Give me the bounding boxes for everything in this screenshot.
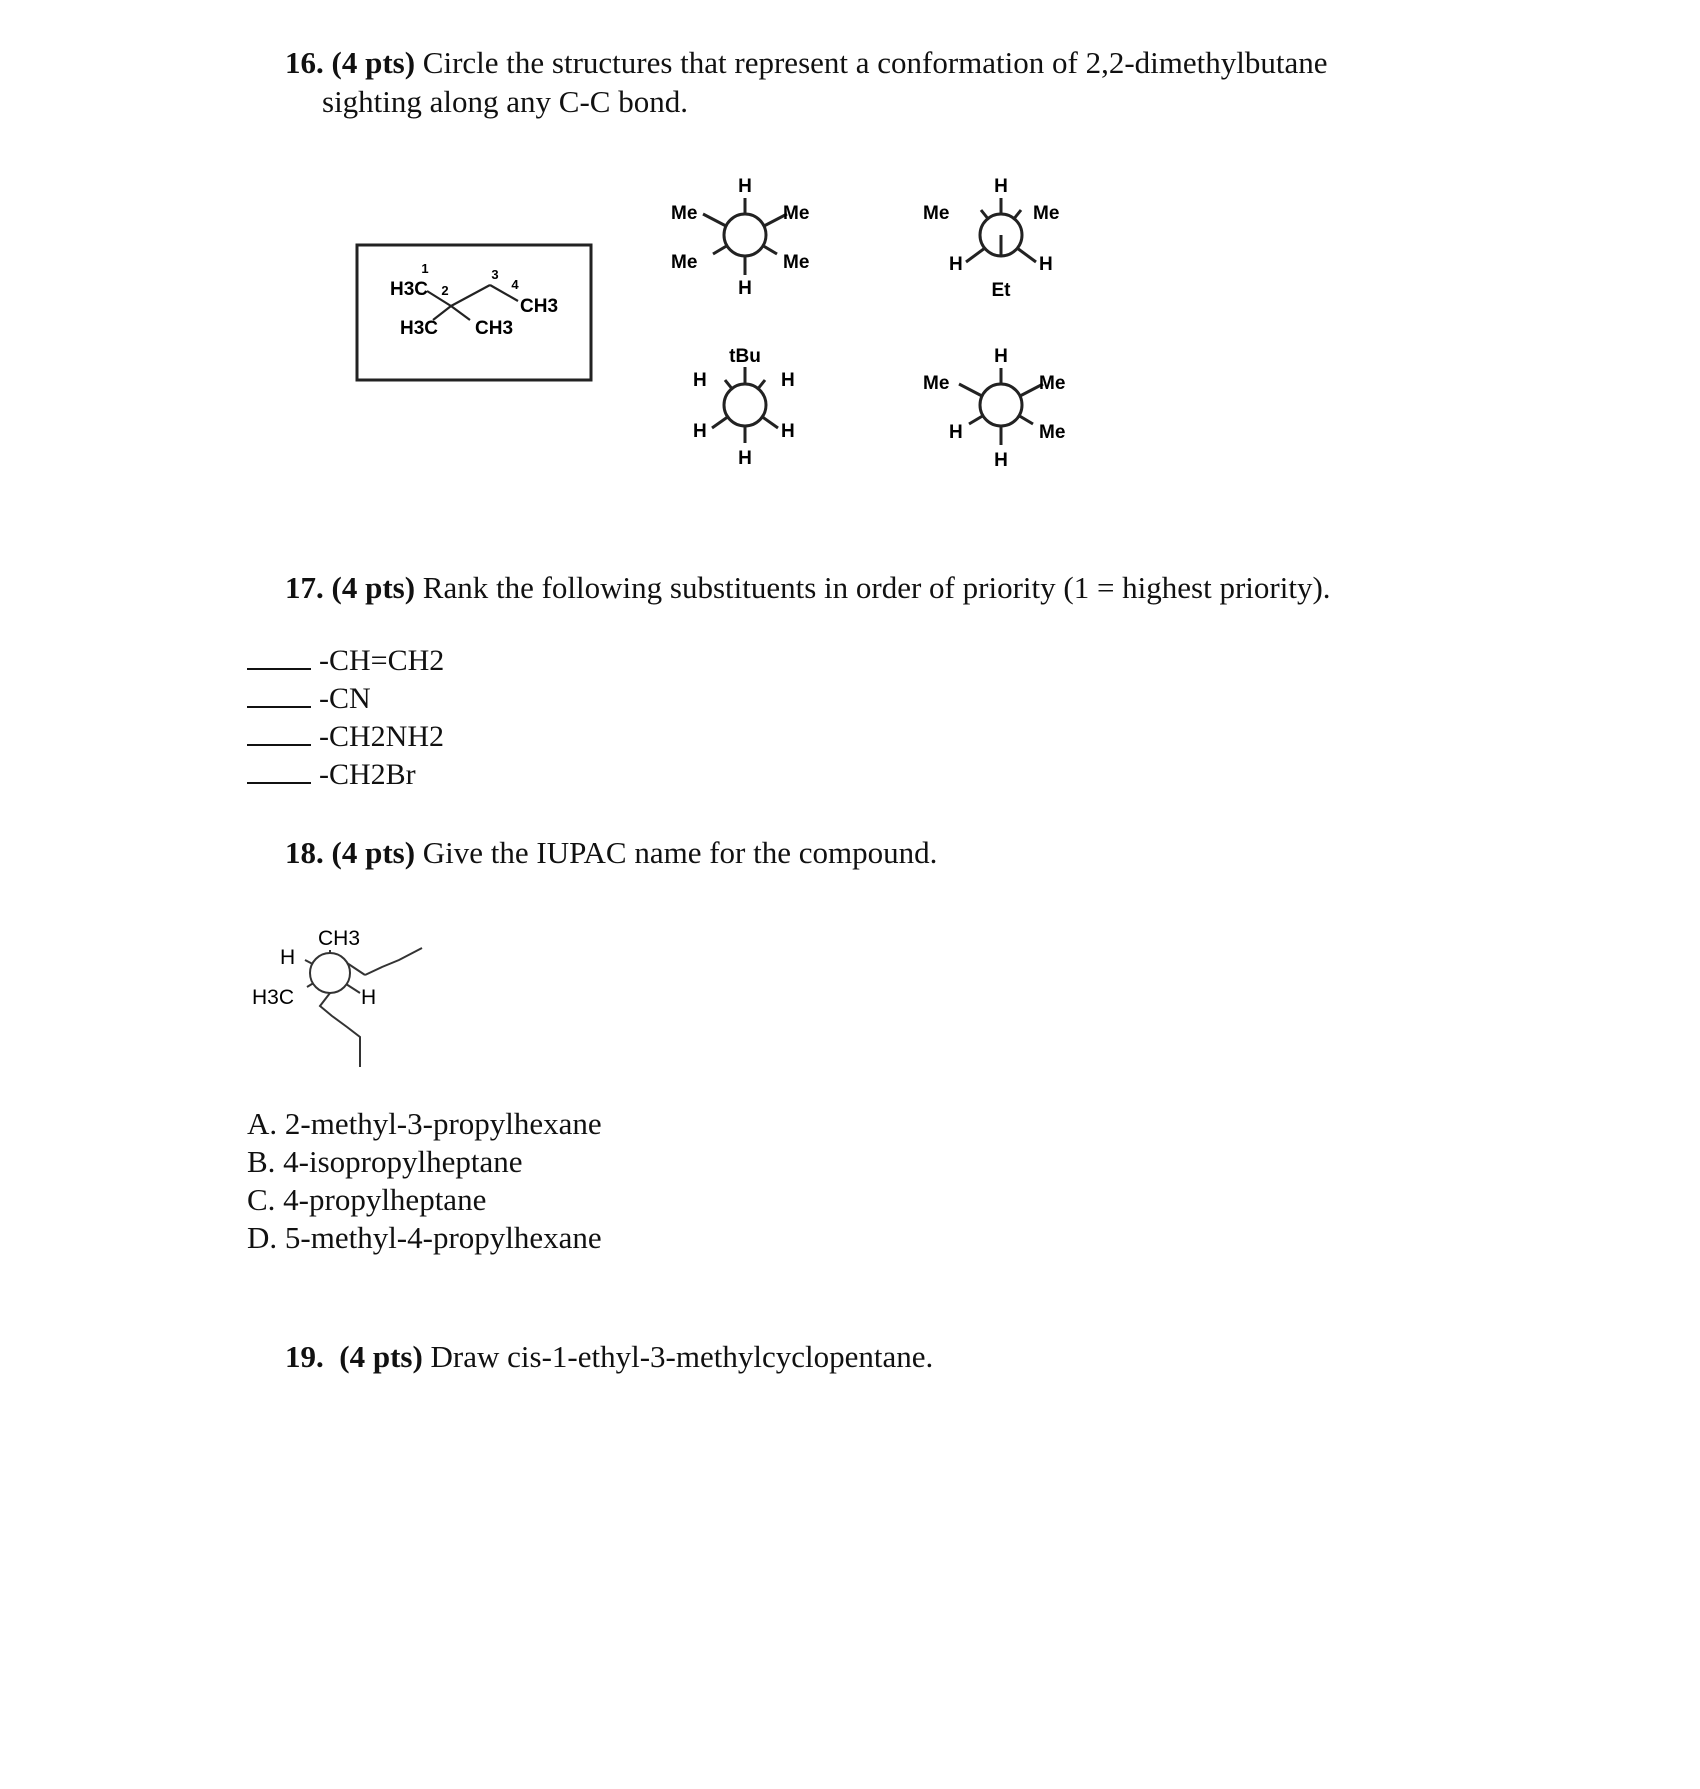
q18-newman-top: CH3: [318, 927, 361, 950]
rank-blank-1[interactable]: [247, 644, 311, 670]
h3c-top-label: H3C: [390, 279, 429, 300]
newman-b-bonds: [966, 198, 1036, 262]
newman-c-bottom: H: [738, 448, 752, 469]
newman-b-bottom: Et: [991, 280, 1011, 301]
rank-blank-3[interactable]: [247, 720, 311, 746]
newman-c-upper-left: H: [693, 370, 707, 391]
q16-text-line1: Circle the structures that represent a conformation of 2,2-dimethylbutane: [422, 45, 1328, 80]
newman-d-lower-right: Me: [1039, 422, 1066, 443]
newman-a-top: H: [738, 176, 752, 197]
q18-newman-upper-left: H: [280, 946, 296, 969]
newman-c-lower-left: H: [693, 421, 707, 442]
newman-projection-d: [921, 340, 1081, 475]
newman-b-lower-right: H: [1039, 254, 1053, 275]
carbon-number-4: 4: [511, 277, 519, 292]
newman-d-bottom: H: [994, 450, 1008, 471]
rank-row-4: [247, 757, 416, 793]
newman-b-lower-left: H: [949, 254, 963, 275]
newman-c-lower-right: H: [781, 421, 795, 442]
q16-line1: [285, 44, 1328, 82]
newman-b-upper-right: Me: [1033, 203, 1060, 224]
substituent-4: -CH2Br: [319, 758, 416, 791]
substituent-1: -CH=CH2: [319, 644, 445, 677]
newman-c-top: tBu: [729, 346, 761, 367]
q17-text: Rank the following substituents in order of priority (1 = highest priority).: [422, 570, 1331, 605]
q19-points: (4 pts): [339, 1339, 423, 1374]
newman-c-bonds: [712, 367, 778, 443]
h3c-bottom-label: H3C: [400, 318, 439, 339]
q18-text: Give the IUPAC name for the compound.: [422, 835, 938, 870]
newman-c-upper-right: H: [781, 370, 795, 391]
carbon-number-2: 2: [441, 283, 449, 298]
newman-a-upper-left: Me: [671, 203, 698, 224]
choice-a[interactable]: A. 2-methyl-3-propylhexane: [247, 1106, 602, 1141]
newman-projection-a: [665, 170, 825, 305]
newman-a-upper-right: Me: [783, 203, 810, 224]
q18-newman-lower-left: H3C: [252, 986, 295, 1009]
q19-line: [285, 1338, 933, 1376]
q18-newman-lower-right: H: [361, 986, 377, 1009]
newman-projection-c: [665, 340, 825, 475]
q16-line2: [322, 83, 688, 121]
newman-a-bonds: [703, 198, 787, 275]
q18-newman-projection: [245, 915, 445, 1070]
q19-number: 19.: [285, 1339, 324, 1374]
newman-b-top: H: [994, 176, 1008, 197]
ch3-right-label: CH3: [520, 296, 559, 317]
choice-c[interactable]: C. 4-propylheptane: [247, 1182, 487, 1217]
rank-row-1: [247, 643, 444, 679]
dimethylbutane-structure: [355, 243, 605, 385]
choice-d[interactable]: D. 5-methyl-4-propylhexane: [247, 1220, 602, 1255]
q18-line: [285, 834, 937, 872]
rank-blank-2[interactable]: [247, 682, 311, 708]
rank-row-3: [247, 719, 444, 755]
newman-d-top: H: [994, 346, 1008, 367]
q16-number: 16.: [285, 45, 324, 80]
newman-a-lower-right: Me: [783, 252, 810, 273]
newman-projection-b: [921, 170, 1081, 305]
substituent-2: -CN: [319, 682, 371, 715]
carbon-number-3: 3: [491, 267, 499, 282]
q19-text: Draw cis-1-ethyl-3-methylcyclopentane.: [430, 1339, 934, 1374]
q16-points: (4 pts): [331, 45, 416, 80]
q17-points: (4 pts): [331, 570, 416, 605]
newman-d-upper-left: Me: [923, 373, 950, 394]
newman-d-lower-left: H: [949, 422, 963, 443]
newman-b-upper-left: Me: [923, 203, 950, 224]
newman-a-bottom: H: [738, 278, 752, 299]
q16-text-line2: sighting along any C-C bond.: [322, 84, 688, 119]
rank-row-2: [247, 681, 371, 717]
q18-points: (4 pts): [331, 835, 416, 870]
rank-blank-4[interactable]: [247, 758, 311, 784]
choice-b[interactable]: B. 4-isopropylheptane: [247, 1144, 523, 1179]
newman-d-bonds: [959, 368, 1043, 445]
q18-number: 18.: [285, 835, 324, 870]
carbon-number-1: 1: [421, 261, 429, 276]
q17-line: [285, 569, 1331, 607]
q17-number: 17.: [285, 570, 324, 605]
substituent-3: -CH2NH2: [319, 720, 444, 753]
newman-a-lower-left: Me: [671, 252, 698, 273]
newman-d-upper-right: Me: [1039, 373, 1066, 394]
ch3-bottom-label: CH3: [475, 318, 514, 339]
